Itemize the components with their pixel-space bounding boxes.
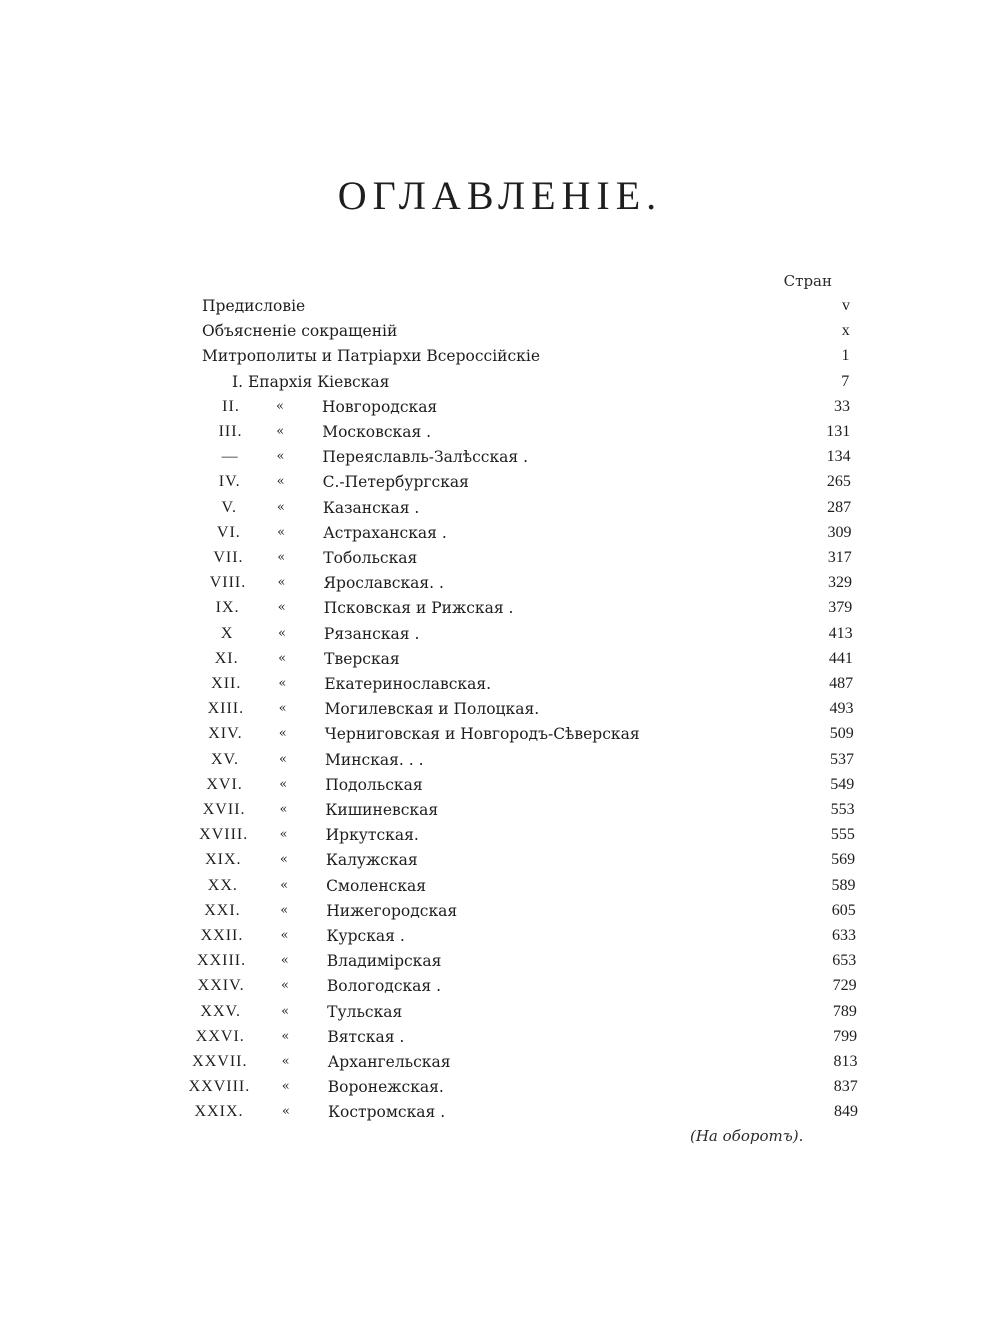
toc-eparchy-entry: [0, 395, 1000, 419]
entry-roman-numeral: XX.: [207, 876, 238, 894]
entry-label: Предисловіе: [202, 297, 306, 315]
entry-roman-numeral: XXIV.: [197, 977, 245, 995]
toc-eparchy-entry: [0, 370, 1000, 394]
entry-name: Астраханская .: [323, 523, 447, 542]
entry-name: Минская. . .: [325, 750, 424, 769]
entry-name: Архангельская: [327, 1053, 451, 1071]
entry-name: Воронежская.: [327, 1078, 444, 1097]
entry-roman-numeral: IV.: [218, 473, 241, 491]
entry-roman-numeral: X: [220, 624, 234, 642]
ditto-mark: «: [281, 1028, 290, 1044]
entry-page-number: 537: [830, 750, 854, 768]
entry-roman-numeral: II.: [222, 397, 240, 415]
entry-roman-numeral: XV.: [210, 750, 240, 768]
entry-roman-numeral: XIX.: [205, 851, 242, 869]
entry-roman-numeral: XII.: [211, 675, 242, 692]
entry-page-number: 509: [829, 725, 854, 743]
entry-page-number: 441: [828, 649, 853, 667]
ditto-mark: «: [280, 953, 289, 969]
entry-roman-numeral: XIII.: [207, 700, 245, 718]
ditto-mark: «: [279, 827, 288, 843]
toc-intro-entry: [0, 319, 1000, 343]
ditto-mark: «: [278, 701, 287, 717]
ditto-mark: «: [278, 676, 287, 691]
entry-name: Могилевская и Полоцкая.: [324, 700, 540, 719]
toc-eparchy-entry: [0, 1000, 1000, 1024]
toc-eparchy-entry: [0, 521, 1000, 545]
entry-roman-numeral: XVI.: [206, 775, 243, 793]
entry-name: Московская .: [322, 423, 432, 441]
ditto-mark: «: [276, 424, 285, 439]
entry-page-number: 549: [830, 775, 855, 793]
entry-roman-numeral: III.: [218, 423, 243, 440]
entry-name: Владимірская: [326, 952, 442, 971]
entry-page-number: 33: [834, 397, 850, 415]
entry-page-number: 653: [832, 952, 857, 970]
entry-page-number: x: [841, 322, 850, 340]
entry-name: Кишиневская: [325, 801, 439, 819]
toc-eparchy-entry: [0, 823, 1000, 847]
entry-label: Объясненіе сокращенiй: [202, 322, 398, 341]
ditto-mark: «: [281, 1054, 290, 1069]
entry-name: Ярославская. .: [323, 574, 444, 593]
ditto-mark: «: [279, 852, 288, 868]
toc-eparchy-entry: [0, 1050, 1000, 1074]
toc-eparchy-entry: [0, 924, 1000, 948]
entry-name: Калужская: [325, 851, 418, 870]
entry-roman-numeral: XXVII.: [192, 1053, 248, 1070]
toc-eparchy-entry: [0, 647, 1000, 671]
entry-name: Курская .: [326, 927, 405, 945]
entry-roman-numeral: V.: [221, 498, 238, 516]
entry-page-number: v: [842, 297, 850, 314]
toc-intro-entry: [0, 344, 1000, 368]
entry-roman-numeral: XXVIII.: [188, 1078, 251, 1096]
toc-eparchy-entry: [0, 596, 1000, 620]
entry-page-number: 309: [827, 523, 852, 541]
entry-page-number: 729: [832, 977, 857, 995]
entry-page-number: 1: [841, 347, 850, 365]
ditto-mark: «: [277, 625, 286, 641]
entry-page-number: 553: [830, 801, 855, 818]
toc-eparchy-entry: [0, 722, 1000, 746]
entry-name: Черниговская и Новгородъ-Сѣверская: [324, 725, 640, 744]
entry-page-number: 134: [826, 448, 851, 466]
entry-page-number: 287: [827, 498, 852, 516]
ditto-mark: «: [277, 600, 286, 616]
entry-roman-numeral: XXV.: [200, 1002, 241, 1020]
ditto-mark: «: [278, 650, 287, 666]
entry-name: Вятская .: [327, 1027, 405, 1046]
toc-eparchy-entry: [0, 748, 1000, 772]
entry-page-number: 493: [829, 700, 854, 718]
toc-eparchy-entry: [0, 1025, 1000, 1049]
entry-label: I. Епархія Кіевская: [232, 372, 390, 391]
entry-name: Казанская .: [322, 498, 420, 517]
toc-eparchy-entry: [0, 622, 1000, 646]
entry-roman-numeral: XXII.: [200, 927, 244, 944]
ditto-mark: «: [282, 1104, 290, 1120]
entry-page-number: 7: [841, 372, 850, 390]
entry-label: Митрополиты и Патріархи Всероссійскіе: [202, 347, 540, 366]
entry-name: С.-Петербургская: [322, 473, 469, 492]
toc-eparchy-entry: [0, 949, 1000, 973]
entry-roman-numeral: XXVI.: [195, 1027, 245, 1045]
toc-eparchy-entry: [0, 672, 1000, 696]
entry-name: Смоленская: [326, 876, 427, 895]
entry-name: Псковская и Рижская .: [323, 599, 514, 618]
ditto-mark: «: [281, 1003, 290, 1019]
ditto-mark: «: [279, 751, 287, 767]
ditto-mark: «: [276, 449, 285, 465]
entry-name: Костромская .: [328, 1103, 446, 1122]
toc-eparchy-entry: [0, 1100, 1000, 1124]
entry-name: Рязанская .: [323, 624, 420, 643]
entry-page-number: 413: [828, 624, 853, 642]
entry-page-number: 633: [832, 927, 856, 944]
footer-note: (На оборотъ).: [690, 1127, 804, 1145]
ditto-mark: «: [281, 1079, 290, 1095]
toc-eparchy-entry: [0, 899, 1000, 923]
ditto-mark: «: [276, 499, 285, 515]
page-column-header: Стран: [783, 272, 832, 290]
entry-page-number: 813: [833, 1053, 858, 1070]
entry-roman-numeral: VII.: [213, 549, 244, 566]
toc-eparchy-entry: [0, 974, 1000, 998]
toc-eparchy-entry: [0, 420, 1000, 444]
entry-page-number: 487: [829, 675, 854, 692]
ditto-mark: «: [279, 776, 288, 792]
entry-roman-numeral: XVII.: [202, 801, 246, 818]
entry-name: Вологодская .: [326, 977, 442, 996]
toc-eparchy-entry: [0, 848, 1000, 872]
entry-roman-numeral: XI.: [214, 649, 239, 667]
toc-eparchy-entry: [0, 1075, 1000, 1099]
entry-roman-numeral: IX.: [215, 599, 240, 617]
entry-name: Переяславль-Залѣсская .: [322, 448, 529, 467]
entry-name: Тверская: [324, 649, 400, 668]
entry-name: Тобольская: [323, 549, 418, 567]
entry-roman-numeral: VI.: [216, 523, 241, 541]
ditto-mark: «: [280, 877, 289, 893]
entry-roman-numeral: XIV.: [208, 725, 243, 743]
entry-page-number: 379: [828, 599, 853, 617]
entry-page-number: 317: [827, 549, 852, 566]
entry-name: Екатеринославская.: [324, 675, 492, 693]
entry-page-number: 329: [828, 574, 852, 592]
toc-eparchy-entry: [0, 470, 1000, 494]
entry-page-number: 837: [833, 1078, 858, 1096]
entry-roman-numeral: VIII.: [209, 574, 247, 592]
entry-page-number: 799: [833, 1027, 858, 1045]
ditto-mark: «: [280, 978, 289, 994]
entry-roman-numeral: XXIX.: [194, 1103, 244, 1121]
toc-eparchy-entry: [0, 445, 1000, 469]
toc-eparchy-entry: [0, 874, 1000, 898]
ditto-mark: «: [276, 398, 284, 414]
entry-page-number: 605: [831, 901, 856, 919]
toc-eparchy-entry: [0, 546, 1000, 570]
toc-eparchy-entry: [0, 773, 1000, 797]
ditto-mark: «: [277, 575, 286, 591]
entry-name: Новгородская: [322, 397, 438, 416]
ditto-mark: «: [280, 902, 289, 918]
entry-name: Тульская: [327, 1002, 403, 1021]
entry-roman-numeral: XXI.: [204, 901, 241, 919]
ditto-mark: «: [280, 928, 289, 943]
ditto-mark: «: [278, 726, 287, 742]
ditto-mark: «: [279, 802, 288, 817]
toc-eparchy-entry: [0, 697, 1000, 721]
toc-intro-entry: [0, 294, 1000, 318]
entry-name: Нижегородская: [326, 901, 458, 920]
entry-name: Подольская: [325, 775, 423, 794]
entry-page-number: 569: [831, 851, 856, 869]
ditto-mark: «: [277, 524, 286, 540]
entry-name: Иркутская.: [325, 826, 419, 845]
entry-page-number: 131: [826, 423, 851, 440]
entry-roman-numeral: —: [221, 448, 239, 466]
ditto-mark: «: [276, 474, 285, 490]
entry-roman-numeral: XXIII.: [197, 952, 247, 970]
entry-page-number: 265: [826, 473, 851, 491]
entry-roman-numeral: XVIII.: [199, 826, 249, 844]
entry-page-number: 849: [834, 1103, 858, 1121]
page-title: ОГЛАВЛЕНIЕ.: [337, 173, 663, 218]
ditto-mark: «: [277, 550, 286, 565]
entry-page-number: 789: [832, 1002, 857, 1020]
toc-eparchy-entry: [0, 798, 1000, 822]
entry-page-number: 555: [830, 826, 855, 844]
entry-page-number: 589: [831, 876, 856, 894]
toc-eparchy-entry: [0, 571, 1000, 595]
toc-eparchy-entry: [0, 496, 1000, 520]
